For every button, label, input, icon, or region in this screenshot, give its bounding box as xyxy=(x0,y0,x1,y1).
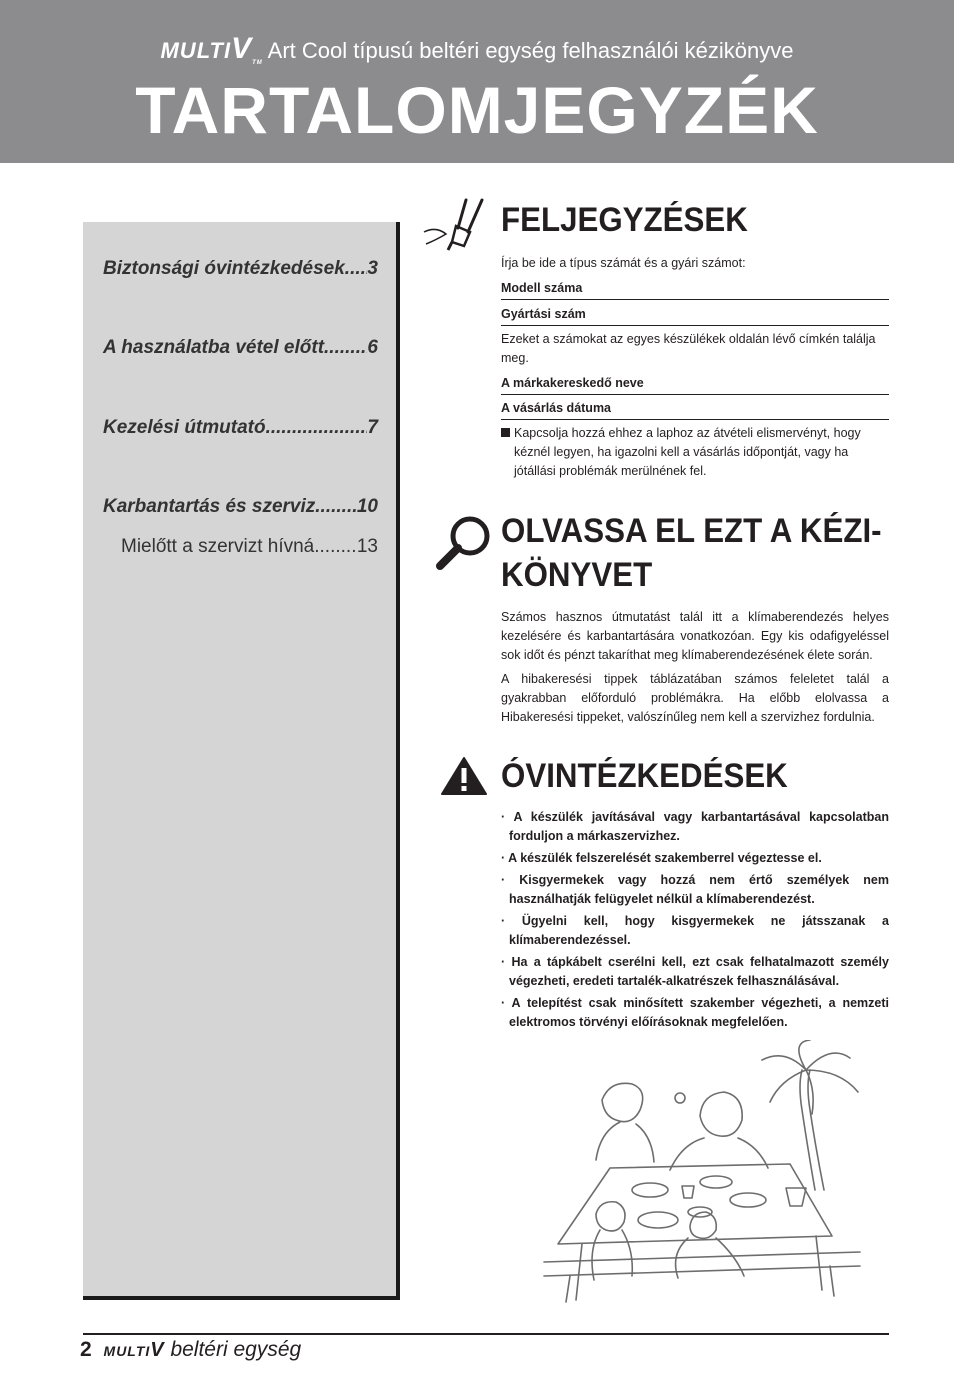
read-manual-paragraph-1: Számos hasznos útmutatást talál itt a klímaberendezés helyes kezelésére és karbantartására vonatkozóan. Egy kis odafigyeléssel sok időt és pénzt takaríthat meg klímaberendezésének élete során. xyxy=(501,610,889,662)
precaution-item: · Kisgyermekek vagy hozzá nem értő személyek nem használhatják felügyelet nélkül a klímaberendezést. xyxy=(501,873,889,906)
read-manual-title-line1: OLVASSA EL EZT A KÉZI- xyxy=(501,512,882,550)
divider xyxy=(501,325,889,326)
divider xyxy=(501,299,889,300)
serial-note: Ezeket a számokat az egyes készülékek oldalán lévő címkén találja meg. xyxy=(501,332,876,365)
picnic-illustration xyxy=(540,1040,870,1305)
receipt-note: Kapcsolja hozzá ehhez a laphoz az átvételi elismervényt, hogy kéznél legyen, ha igazolni kell a vásárlás időpontját, vagy ha jótállási problémák merülnének fel. xyxy=(501,424,889,481)
header-subtitle-line xyxy=(0,32,954,66)
toc-subitem-before-service[interactable]: Mielőtt a szervizt hívná ..... 13 xyxy=(121,536,378,558)
warning-icon xyxy=(440,756,488,796)
precautions-title: ÓVINTÉZKEDÉSEK xyxy=(501,757,788,795)
precaution-item: · Ügyelni kell, hogy kisgyermekek ne játsszanak a klímaberendezéssel. xyxy=(501,914,889,947)
page-number: 2 xyxy=(80,1338,92,1361)
divider xyxy=(501,394,889,395)
page-footer xyxy=(80,1338,301,1362)
pen-icon xyxy=(422,196,492,252)
brand-logo: MULTIVTM xyxy=(160,32,263,66)
precaution-item: · A készülék javításával vagy karbantartásával kapcsolatban forduljon a márkaszervizhez. xyxy=(501,810,889,843)
purchase-date-field[interactable]: A vásárlás dátuma xyxy=(501,401,612,415)
notes-title: FELJEGYZÉSEK xyxy=(501,201,748,239)
magnifier-icon xyxy=(434,514,494,572)
read-manual-paragraph-2: A hibakeresési tippek táblázatában számos feleletet talál a gyakrabban előforduló problémákra. Ha előbb elolvassa a Hibakeresési tippeket, valószínűleg nem kell a szervizhez fordulnia. xyxy=(501,672,889,724)
model-number-field[interactable]: Modell száma xyxy=(501,281,583,295)
square-bullet-icon xyxy=(501,428,510,437)
footer-text: beltéri egység xyxy=(170,1338,302,1361)
precaution-item: · A készülék felszerelését szakemberrel végeztesse el. xyxy=(501,851,822,865)
page-title: TARTALOMJEGYZÉK xyxy=(135,73,819,147)
toc-item-before-use[interactable]: A használatba vétel előtt ..... 6 xyxy=(103,337,378,359)
toc-item-maintenance[interactable]: Karbantartás és szerviz ..... 10 xyxy=(103,496,378,518)
page-header xyxy=(0,0,954,163)
precaution-item: · A telepítést csak minősített szakember végezheti, a nemzeti elektromos törvényi előírásoknak megfelelően. xyxy=(501,996,889,1029)
divider xyxy=(501,419,889,420)
toc-item-safety[interactable]: Biztonsági óvintézkedések ..... 3 xyxy=(103,258,378,280)
toc-item-operation[interactable]: Kezelési útmutató ..... 7 xyxy=(103,417,378,439)
read-manual-title-line2: KÖNYVET xyxy=(501,556,653,594)
header-subtitle: Art Cool típusú beltéri egység felhasználói kézikönyve xyxy=(267,38,794,63)
serial-number-field[interactable]: Gyártási szám xyxy=(501,307,586,321)
dealer-name-field[interactable]: A márkakereskedő neve xyxy=(501,376,644,390)
table-of-contents xyxy=(83,222,400,1300)
precaution-item: · Ha a tápkábelt cserélni kell, ezt csak felhatalmazott személy végezheti, eredeti tartalék-alkatrészek felhasználásával. xyxy=(501,955,889,988)
footer-brand-logo: MULTIV xyxy=(103,1339,165,1361)
notes-intro: Írja be ide a típus számát és a gyári számot: xyxy=(501,256,746,270)
footer-rule xyxy=(83,1333,889,1335)
